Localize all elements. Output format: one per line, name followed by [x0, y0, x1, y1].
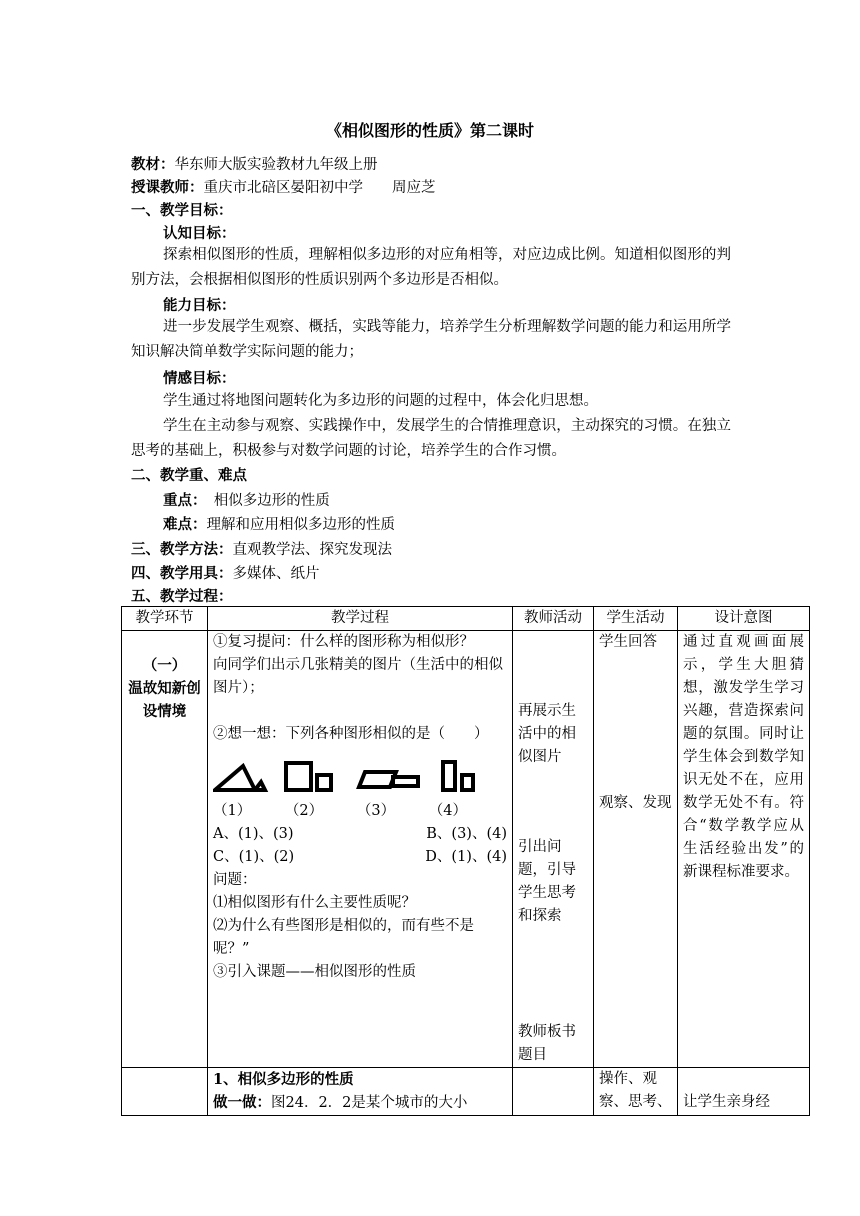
stage-name: 温故知新创设情境 [128, 680, 201, 720]
teacher-activity-cell-empty [513, 1068, 594, 1116]
option-a: A、(1)、(3) [213, 826, 294, 842]
tools-text: 多媒体、纸片 [232, 566, 320, 582]
student-activity-cell [594, 631, 678, 1068]
do-it-label: 做一做： [213, 1094, 271, 1111]
options-row-1 [213, 823, 507, 846]
similar-shapes-figure [213, 760, 483, 794]
teacher-activity-2: 引出问题，引导学生思考和探索 [518, 839, 576, 924]
section5-heading: 五、教学过程： [131, 588, 233, 605]
lesson-process-table [121, 606, 810, 1116]
process-review-question: ①复习提问：什么样的图形称为相似形？ [213, 634, 474, 650]
header-cell: 设计意图 [678, 607, 810, 631]
ability-goal-label: 能力目标： [163, 297, 236, 314]
design-intent-cell [678, 1068, 810, 1116]
shape-labels [213, 800, 507, 823]
do-it-text: 图24．2．2是某个城市的大小 [271, 1095, 468, 1111]
header-cell: 学生活动 [594, 607, 678, 631]
triangle-small-shape [255, 782, 265, 790]
student-activity-cell: 操作、观察、思考、 [594, 1068, 678, 1116]
section-polygon-title: 1、相似多边形的性质 [213, 1071, 354, 1088]
teacher-activity-3: 教师板书题目 [518, 1024, 576, 1063]
header-cell: 教学过程 [208, 607, 513, 631]
questions-heading: 问题： [213, 872, 257, 888]
key-point-line [163, 489, 330, 510]
teacher-activity-1: 再展示生活中的相似图片 [518, 703, 576, 765]
stage-cell-empty [122, 1068, 208, 1116]
process-cell [208, 631, 513, 1068]
section4-line [131, 562, 320, 583]
shape-label: （4） [428, 803, 467, 819]
teacher-line [131, 176, 436, 197]
square-large-shape [286, 763, 311, 790]
table-row [122, 631, 810, 1068]
student-activity-1: 学生回答 [599, 634, 657, 650]
method-text: 直观教学法、探究发现法 [232, 542, 392, 558]
option-b: B、(3)、(4) [426, 826, 507, 842]
shape-label: （3） [356, 803, 396, 819]
triangle-large-shape [215, 766, 255, 790]
shape-label: （2） [284, 803, 324, 819]
difficulty-label: 难点： [163, 516, 207, 533]
cognitive-goal-text: 探索相似图形的性质，理解相似多边形的对应角相等，对应边成比例。知道相似图形的判别方法，会根据相似图形的性质识别两个多边形是否相似。 [131, 247, 731, 288]
ability-goal-text: 进一步发展学生观察、概括，实践等能力，培养学生分析理解数学问题的能力和运用所学知识解决简单数学实际问题的能力； [131, 319, 731, 360]
stage-cell [122, 631, 208, 1068]
do-it-line [213, 1091, 507, 1115]
header-cell: 教学环节 [122, 607, 208, 631]
teacher-label: 授课教师： [131, 179, 204, 196]
design-intent-cell: 通过直观画面展示，学生大胆猜想，激发学生学习兴趣，营造探索问题的氛围。同时让学生体会到数学知识无处不在，应用数学无处不有。符合“数学教学应从生活经验出发”的新课程标准要求。 [678, 631, 810, 1068]
cognitive-goal-label: 认知目标： [163, 225, 236, 242]
shape-label: （1） [213, 803, 252, 819]
difficulty-line [163, 513, 395, 534]
student-activity-2: 观察、发现 [599, 795, 672, 811]
section1-heading: 一、教学目标： [131, 202, 233, 219]
emotion-goal-text1: 学生通过将地图问题转化为多边形的问题的过程中，体会化归思想。 [163, 393, 598, 409]
emotion-goal-text2: 学生在主动参与观察、实践操作中，发展学生的合情推理意识，主动探究的习惯。在独立思考的基础上，积极参与对数学问题的讨论，培养学生的合作习惯。 [131, 418, 731, 459]
rectangle-small-shape [462, 775, 473, 790]
material-line [131, 153, 378, 174]
section3-line [131, 538, 392, 559]
teacher-activity-cell [513, 631, 594, 1068]
stage-number: （一） [142, 657, 187, 674]
parallelogram-shape [359, 772, 396, 787]
process-cell [208, 1068, 513, 1116]
question-1: ⑴相似图形有什么主要性质呢？ [213, 895, 416, 911]
material-label: 教材： [131, 156, 175, 173]
key-point-label: 重点： [163, 492, 200, 509]
question-2: ⑵为什么有些图形是相似的，而有些不是呢？” [213, 918, 474, 957]
rectangle-flat-shape [393, 777, 418, 786]
page-title: 《相似图形的性质》第二课时 [325, 121, 534, 140]
material-value: 华东师大版实验教材九年级上册 [174, 157, 378, 173]
option-c: C、(1)、(2) [213, 849, 295, 865]
square-small-shape [317, 775, 331, 790]
options-row-2 [213, 846, 507, 869]
tools-label: 四、教学用具： [131, 565, 233, 582]
teacher-value: 重庆市北碚区晏阳初中学 周应芝 [203, 180, 436, 196]
difficulty-text: 理解和应用相似多边形的性质 [206, 517, 395, 533]
introduce-topic: ③引入课题——相似图形的性质 [213, 964, 416, 980]
option-d: D、(1)、(4) [425, 849, 507, 865]
design-intent-text: 让学生亲身经 [683, 1094, 770, 1110]
process-think-question: ②想一想：下列各种图形相似的是（ ） [213, 726, 489, 742]
table-row [122, 1068, 810, 1116]
method-label: 三、教学方法： [131, 541, 233, 558]
key-point-text: 相似多边形的性质 [199, 493, 330, 509]
header-cell: 教师活动 [513, 607, 594, 631]
section2-heading: 二、教学重、难点 [131, 467, 247, 484]
process-show-pictures: 向同学们出示几张精美的图片（生活中的相似图片）； [213, 657, 503, 696]
rectangle-tall-shape [443, 762, 455, 790]
table-header-row [122, 607, 810, 631]
emotion-goal-label: 情感目标： [163, 370, 236, 387]
